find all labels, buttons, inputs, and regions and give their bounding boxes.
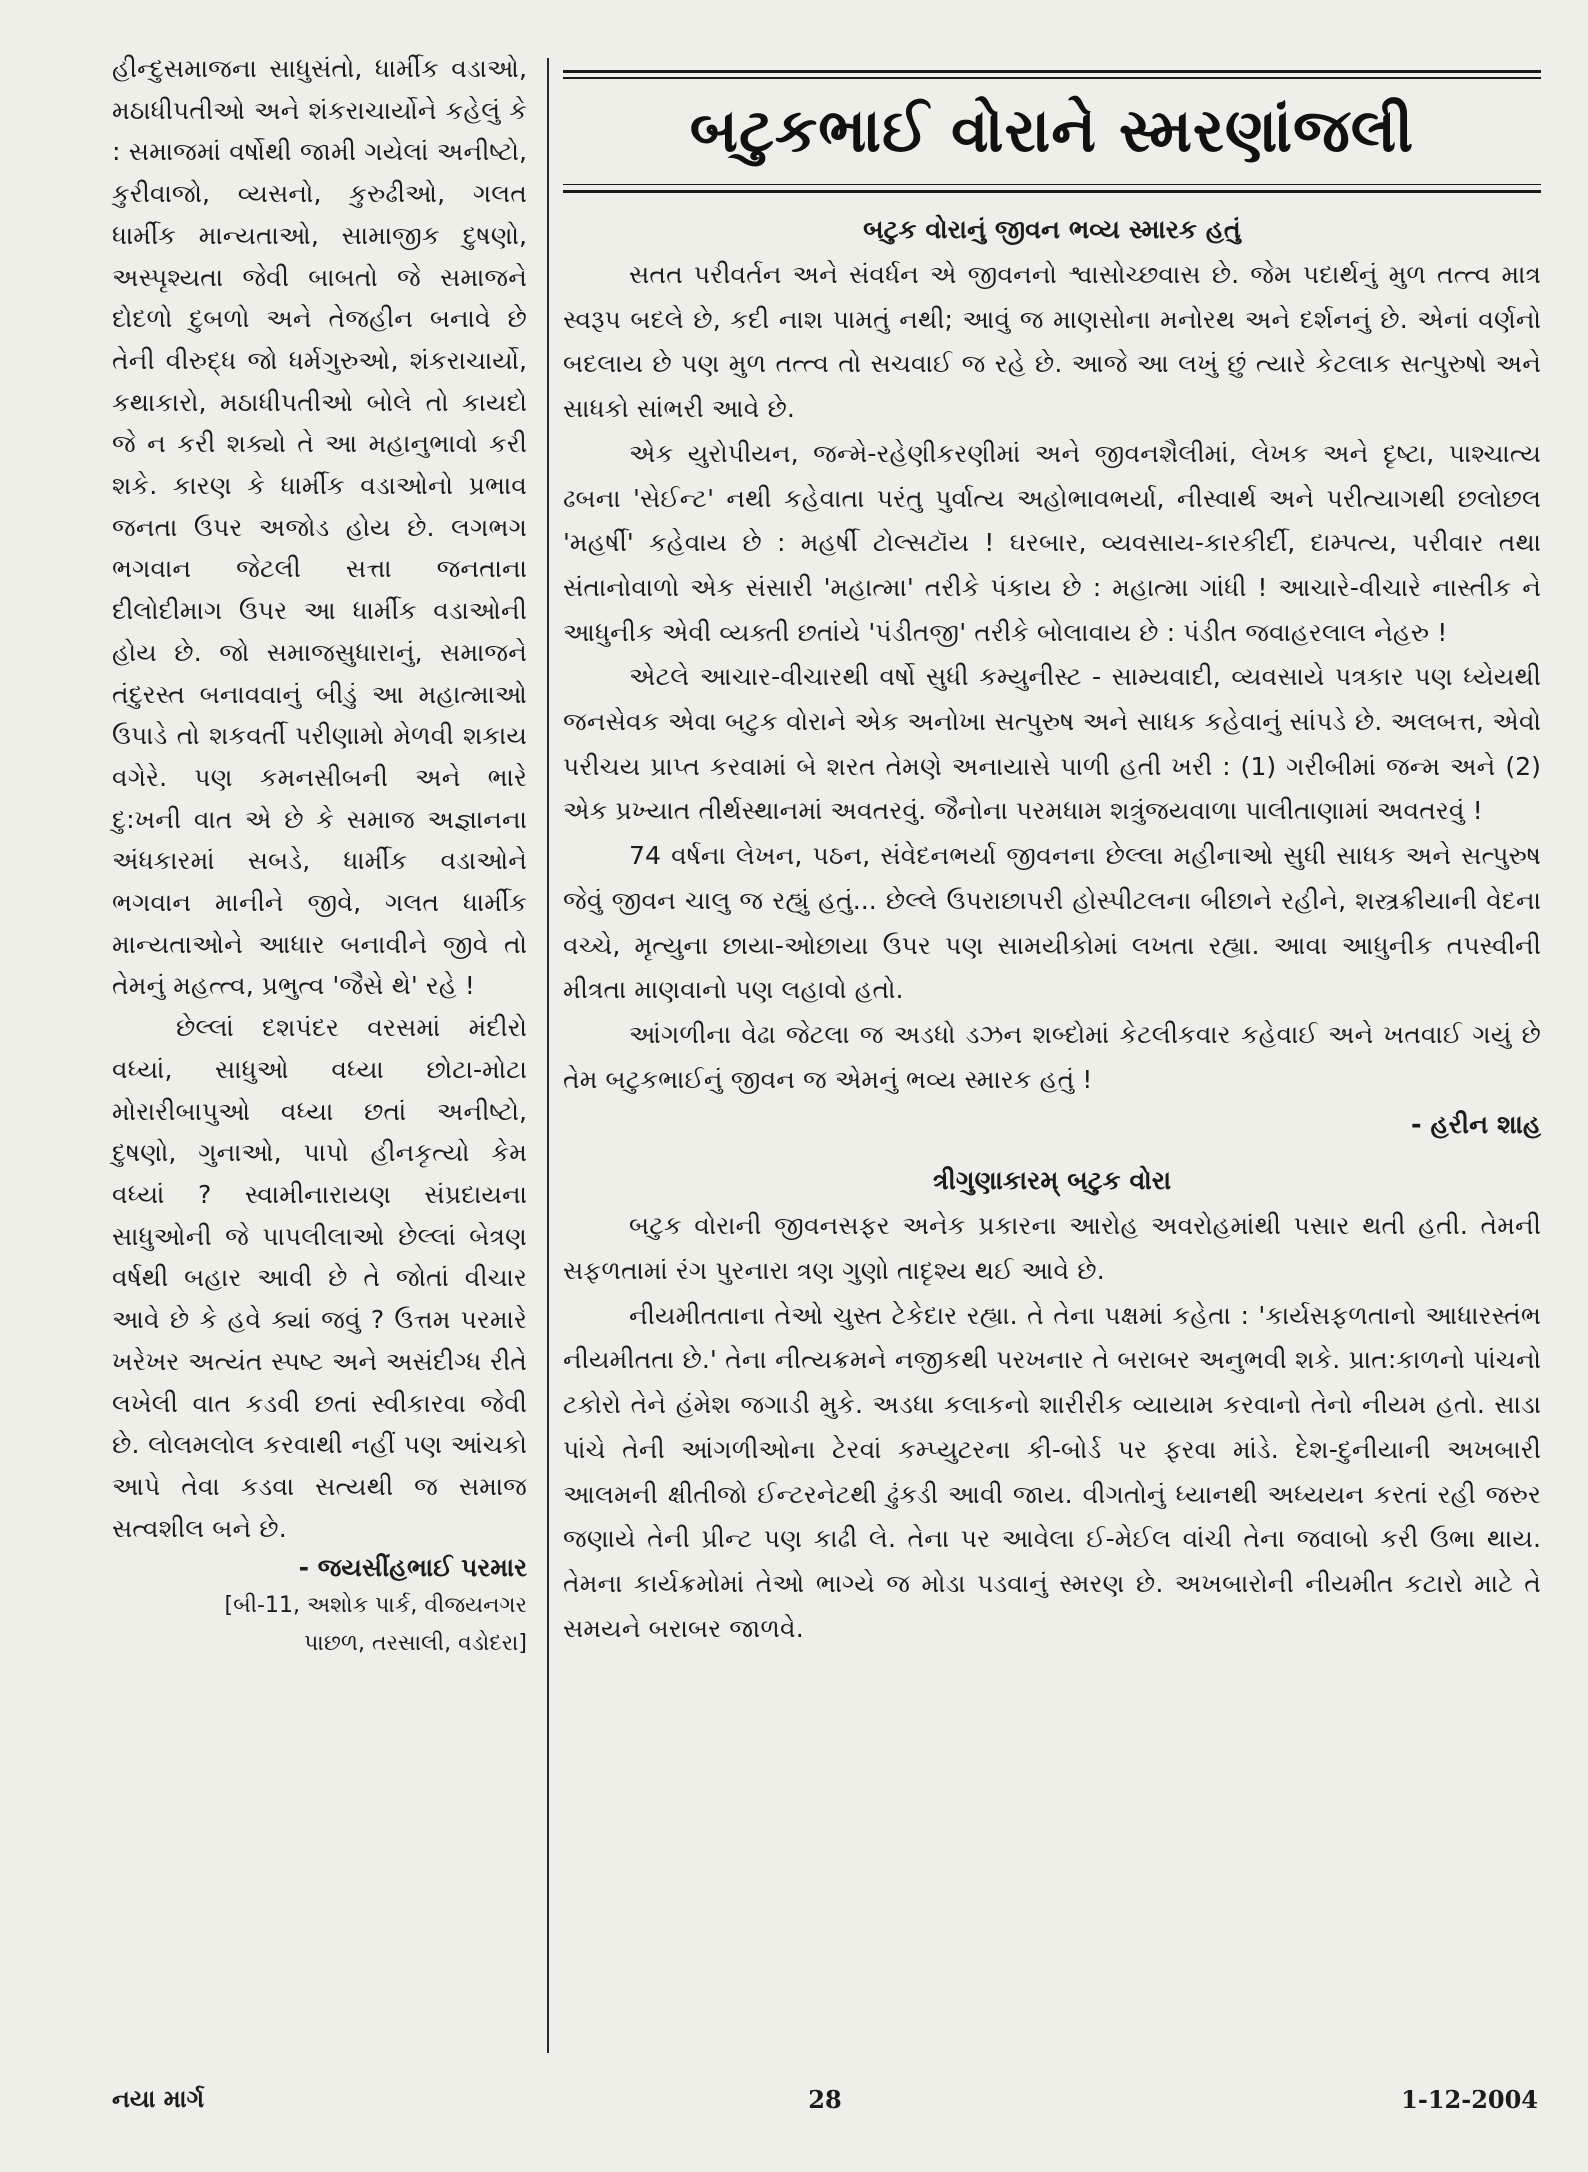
headline-rule-top <box>563 70 1541 73</box>
letter-signature: - જયસીંહભાઈ પરમાર <box>298 1553 527 1583</box>
magazine-name: નયા માર્ગ <box>112 2085 205 2113</box>
headline-rule-bottom-thin <box>563 184 1541 186</box>
section-1-paragraph-5: આંગળીના વેઢા જેટલા જ અડધો ડઝન શબ્દોમાં કેટલીકવાર કહેવાઈ અને ખતવાઈ ગયું છે તેમ બટુકભાઈનું જીવન જ એમનું ભવ્ય સ્મારક હતું ! <box>563 1019 1541 1094</box>
section-2-body <box>563 1204 1541 1651</box>
section-2-title: ત્રીગુણાકારમ્ બટુક વોરા <box>932 1166 1172 1197</box>
article-headline: બટુકભાઈ વોરાને સ્મરણાંજલી <box>689 95 1415 166</box>
left-paragraph-1: હીન્દુસમાજના સાધુસંતો, ધાર્મીક વડાઓ, મઠાધીપતીઓ અને શંકરાચાર્યોને કહેલું કે : સમાજમાં વર્ષોથી જામી ગયેલાં અનીષ્ટો, કુરીવાજો, વ્યસનો, કુરુઢીઓ, ગલત ધાર્મીક માન્યતાઓ, સામાજીક દુષણો, અસ્પૃશ્યતા જેવી બાબતો જે સમાજને દોદળો દુબળો અને તેજહીન બનાવે છે તેની વીરુદ્ધ જો ધર્મગુરુઓ, શંકરાચાર્યો, કથાકારો, મઠાધીપતીઓ બોલે તો કાયદો જે ન કરી શક્યો તે આ મહાનુભાવો કરી શકે. કારણ કે ધાર્મીક વડાઓનો પ્રભાવ જનતા ઉપર અજોડ હોય છે. લગભગ ભગવાન જેટલી સત્તા જનતાના દીલોદીમાગ ઉપર આ ધાર્મીક વડાઓની હોય છે. જો સમાજસુધારાનું, સમાજને તંદુરસ્ત બનાવવાનું બીડું આ મહાત્માઓ ઉપાડે તો શકવર્તી પરીણામો મેળવી શકાય વગેરે. પણ કમનસીબની અને ભારે દુ:ખની વાત એ છે કે સમાજ અજ્ઞાનના અંધકારમાં સબડે, ધાર્મીક વડાઓને ભગવાન માનીને જીવે, ગલત ધાર્મીક માન્યતાઓને આધાર બનાવીને જીવે તો તેમનું મહત્ત્વ, પ્રભુત્વ 'જૈસે થે' રહે ! <box>112 54 527 1001</box>
left-column <box>112 48 527 1663</box>
address-line-1: [બી-11, અશોક પાર્ક, વીજયનગર <box>224 1593 527 1619</box>
issue-date: 1-12-2004 <box>1401 2085 1538 2114</box>
left-paragraph-2: છેલ્લાં દશપંદર વરસમાં મંદીરો વધ્યાં, સાધુઓ વધ્યા છોટા-મોટા મોરારીબાપુઓ વધ્યા છતાં અનીષ્ટો, દુષણો, ગુનાઓ, પાપો હીનકૃત્યો કેમ વધ્યાં ? સ્વામીનારાયણ સંપ્રદાયના સાધુઓની જે પાપલીલાઓ છેલ્લાં બેત્રણ વર્ષથી બહાર આવી છે તે જોતાં વીચાર આવે છે કે હવે ક્યાં જવું ? ઉત્તમ પરમારે ખરેખર અત્યંત સ્પષ્ટ અને અસંદીગ્ધ રીતે લખેલી વાત કડવી છતાં સ્વીકારવા જેવી છે. લોલમલોલ કરવાથી નહીં પણ આંચકો આપે તેવા કડવા સત્યથી જ સમાજ સત્વશીલ બને છે. <box>112 1013 527 1543</box>
section-1-author: - હરીન શાહ <box>1411 1110 1541 1141</box>
address-line-2: પાછળ, તરસાલી, વડોદરા] <box>304 1631 527 1657</box>
section-1-paragraph-2: એક યુરોપીયન, જન્મે-રહેણીકરણીમાં અને જીવનશૈલીમાં, લેખક અને દૃષ્ટા, પાશ્ચાત્ય ઢબના 'સેઈન્ટ' નથી કહેવાતા પરંતુ પુર્વાત્ય અહોભાવભર્યા, નીસ્વાર્થ અને પરીત્યાગથી છલોછલ 'મહર્ષી' કહેવાય છે : મહર્ષી ટોલ્સટૉય ! ઘરબાર, વ્યવસાય-કારકીર્દી, દામ્પત્ય, પરીવાર તથા સંતાનોવાળો એક સંસારી 'મહાત્મા' તરીકે પંકાય છે : મહાત્મા ગાંધી ! આચારે-વીચારે નાસ્તીક ને આધુનીક એવી વ્યક્તી છતાંયે 'પંડીતજી' તરીકે બોલાવાય છે : પંડીત જવાહરલાલ નેહરુ ! <box>563 438 1541 647</box>
section-2-paragraph-2: નીયમીતતાના તેઓ ચુસ્ત ટેકેદાર રહ્યા. તે તેના પક્ષમાં કહેતા : 'કાર્યસફળતાનો આધારસ્તંભ નીયમીતતા છે.' તેના નીત્યક્રમને નજીકથી પરખનાર તે બરાબર અનુભવી શકે. પ્રાત:કાળનો પાંચનો ટકોરો તેને હંમેશ જગાડી મુકે. અડધા કલાકનો શારીરીક વ્યાયામ કરવાનો તેનો નીયમ હતો. સાડા પાંચે તેની આંગળીઓના ટેરવાં કમ્પ્યુટરના કી-બોર્ડ પર ફરવા માંડે. દેશ-દુનીયાની અખબારી આલમની ક્ષીતીજો ઈન્ટરનેટથી ઢુંકડી આવી જાય. વીગતોનું ધ્યાનથી અધ્યયન કરતાં રહી જરુર જણાયે તેની પ્રીન્ટ પણ કાઢી લે. તેના પર આવેલા ઈ-મેઈલ વાંચી તેના જવાબો કરી ઉભા થાય. તેમના કાર્યક્રમોમાં તેઓ ભાગ્યે જ મોડા પડવાનું સ્મરણ છે. અખબારોની નીયમીત કટારો માટે તે સમયને બરાબર જાળવે. <box>563 1300 1541 1643</box>
right-column <box>563 70 1541 1651</box>
section-1-title: બટુક વોરાનું જીવન ભવ્ય સ્મારક હતું <box>863 215 1241 245</box>
section-1-body <box>563 253 1541 1102</box>
section-1-paragraph-4: 74 વર્ષના લેખન, પઠન, સંવેદનભર્યા જીવનના છેલ્લા મહીનાઓ સુધી સાધક અને સત્પુરુષ જેવું જીવન ચાલુ જ રહ્યું હતું... છેલ્લે ઉપરાછાપરી હોસ્પીટલના બીછાને રહીને, શસ્ત્રક્રીયાની વેદના વચ્ચે, મૃત્યુના છાયા-ઓછાયા ઉપર પણ સામયીકોમાં લખતા રહ્યા. આવા આધુનીક તપસ્વીની મીત્રતા માણવાનો પણ લહાવો હતો. <box>563 841 1541 1005</box>
headline-rule-bottom <box>563 190 1541 193</box>
page-number: 28 <box>808 2085 842 2114</box>
section-2-paragraph-1: બટુક વોરાની જીવનસફર અનેક પ્રકારના આરોહ અવરોહમાંથી પસાર થતી હતી. તેમની સફળતામાં રંગ પુરનારા ત્રણ ગુણો તાદૃશ્ય થઈ આવે છે. <box>563 1211 1541 1286</box>
section-1-paragraph-3: એટલે આચાર-વીચારથી વર્ષો સુધી કમ્યુનીસ્ટ - સામ્યવાદી, વ્યવસાયે પત્રકાર પણ ધ્યેયથી જનસેવક એવા બટુક વોરાને એક અનોખા સત્પુરુષ અને સાધક કહેવાનું સાંપડે છે. અલબત્ત, એવો પરીચય પ્રાપ્ત કરવામાં બે શરત તેમણે અનાયાસે પાળી હતી ખરી : (1) ગરીબીમાં જન્મ અને (2) એક પ્રખ્યાત તીર્થસ્થાનમાં અવતરવું. જૈનોના પરમધામ શત્રુંજયવાળા પાલીતાણામાં અવતરવું ! <box>563 662 1541 826</box>
page-footer <box>112 2085 1538 2121</box>
section-1-paragraph-1: સતત પરીવર્તન અને સંવર્ધન એ જીવનનો શ્વાસોચ્છવાસ છે. જેમ પદાર્થનું મુળ તત્ત્વ માત્ર સ્વરૂપ બદલે છે, કદી નાશ પામતું નથી; આવું જ માણસોના મનોરથ અને દર્શનનું છે. એનાં વર્ણનો બદલાય છે પણ મુળ તત્ત્વ તો સચવાઈ જ રહે છે. આજે આ લખું છું ત્યારે કેટલાક સત્પુરુષો અને સાધકો સાંભરી આવે છે. <box>563 260 1541 424</box>
column-divider <box>547 58 549 2053</box>
